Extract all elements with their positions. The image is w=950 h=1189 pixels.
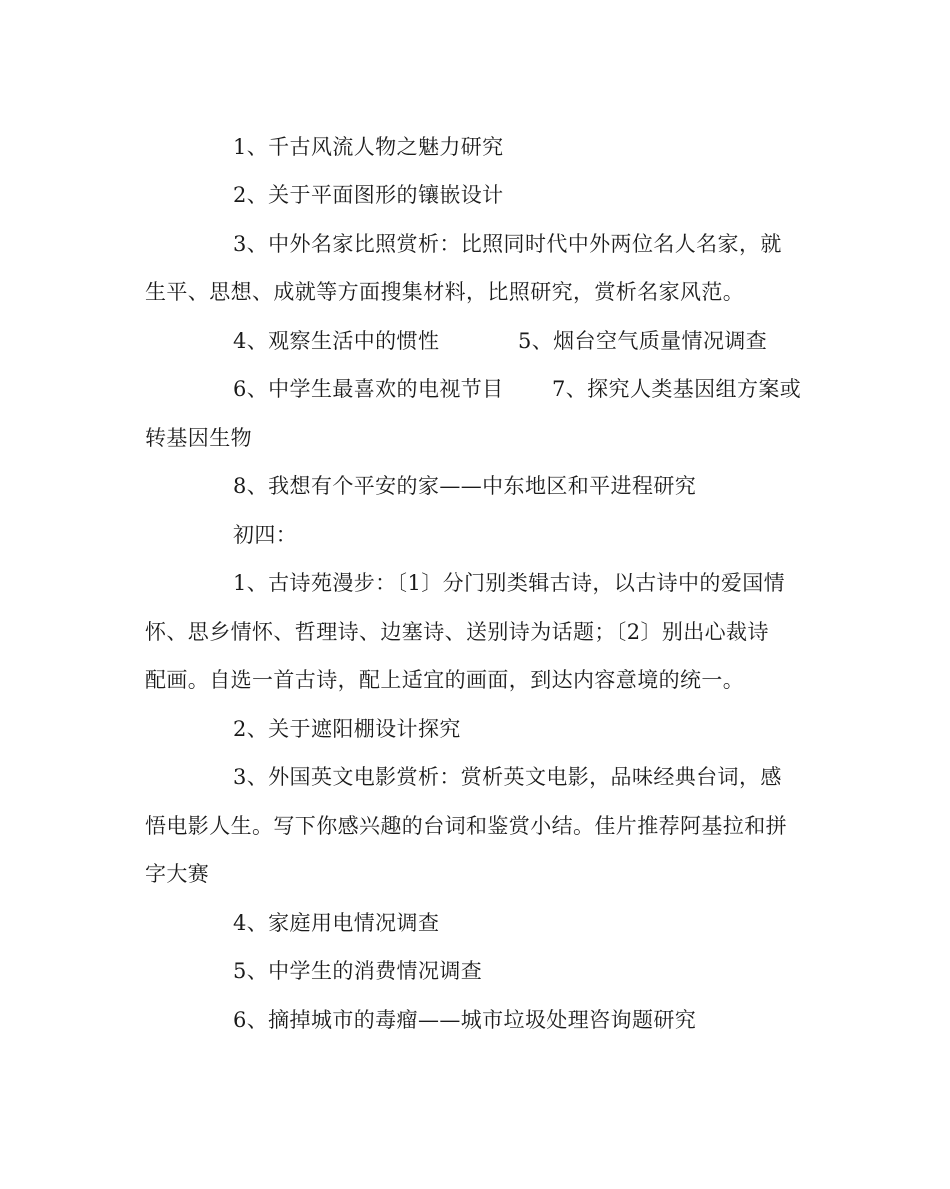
- text-line: 转基因生物: [145, 426, 252, 450]
- text-line: 配画。自选一首古诗，配上适宜的画面，到达内容意境的统一。: [145, 668, 745, 692]
- text-line: 4、家庭用电情况调查: [233, 911, 440, 935]
- text-line: 5、烟台空气质量情况调查: [518, 329, 768, 353]
- text-line: 悟电影人生。写下你感兴趣的台词和鉴赏小结。佳片推荐阿基拉和拼: [145, 814, 787, 838]
- text-line: 2、关于平面图形的镶嵌设计: [233, 183, 504, 207]
- text-line: 8、我想有个平安的家——中东地区和平进程研究: [233, 474, 697, 498]
- text-line: 5、中学生的消费情况调查: [233, 959, 483, 983]
- text-line: 3、外国英文电影赏析：赏析英文电影，品味经典台词，感: [233, 765, 782, 789]
- text-line: 7、探究人类基因组方案或: [552, 377, 802, 401]
- section-heading: 初四：: [233, 523, 298, 547]
- text-line: 字大赛: [145, 862, 210, 886]
- text-line: 2、关于遮阳棚设计探究: [233, 717, 461, 741]
- text-line: 6、摘掉城市的毒瘤——城市垃圾处理咨询题研究: [233, 1008, 697, 1032]
- text-line: 4、观察生活中的惯性: [233, 329, 440, 353]
- text-line: 6、中学生最喜欢的电视节目: [233, 377, 504, 401]
- text-line: 1、千古风流人物之魅力研究: [233, 135, 504, 159]
- text-line: 怀、思乡情怀、哲理诗、边塞诗、送别诗为话题；〔2〕别出心裁诗: [145, 620, 769, 644]
- text-line: 3、中外名家比照赏析：比照同时代中外两位名人名家，就: [233, 232, 782, 256]
- text-line: 1、古诗苑漫步：〔1〕分门别类辑古诗，以古诗中的爱国情: [233, 571, 786, 595]
- text-line: 生平、思想、成就等方面搜集材料，比照研究，赏析名家风范。: [145, 280, 745, 304]
